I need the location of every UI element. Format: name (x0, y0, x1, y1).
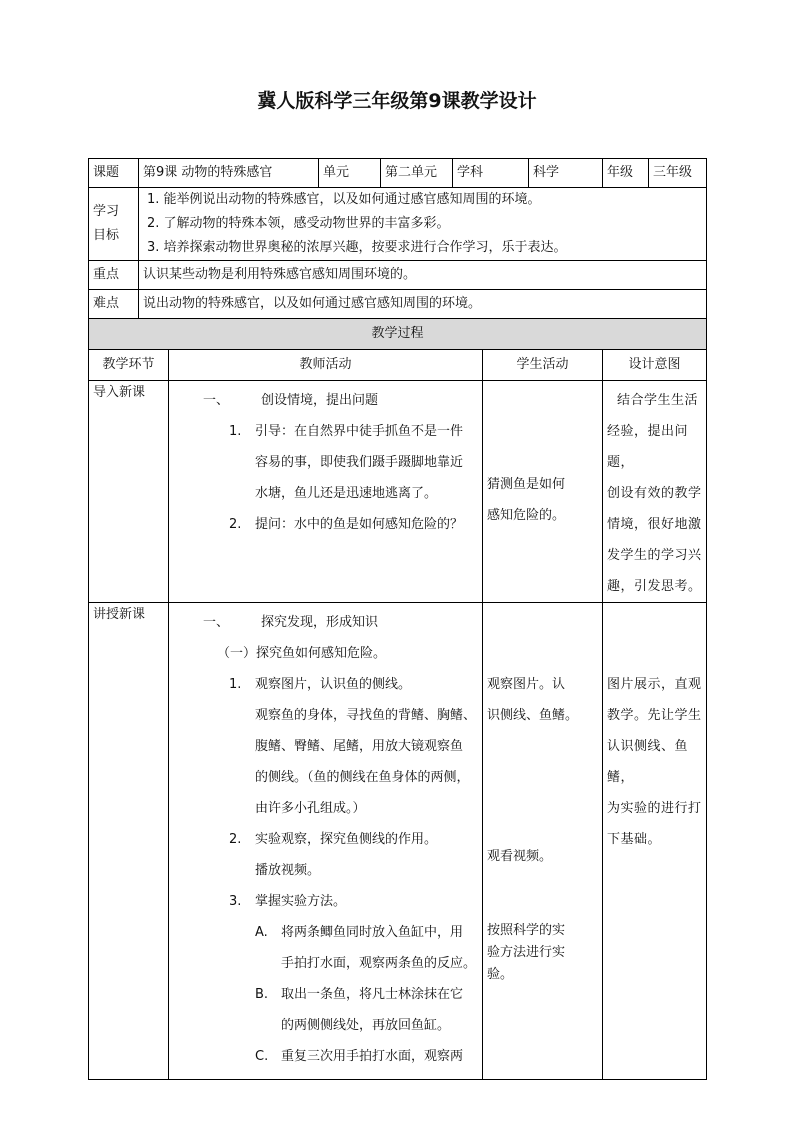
teaching-intent (603, 603, 707, 1080)
intro-item-1-line: 水塘，鱼儿还是迅速地逃离了。 (255, 486, 438, 501)
teaching-teacher-activity (169, 603, 483, 1080)
lesson-plan-table (88, 158, 706, 1080)
process-header-row (89, 350, 707, 381)
teaching-intent-line: 教学。先让学生 (607, 708, 702, 723)
teaching-step-a-line: 将两条鲫鱼同时放入鱼缸中，用 (281, 925, 464, 940)
teaching-step-b-num: B. (255, 987, 269, 1002)
teaching-item-3-line: 掌握实验方法。 (255, 894, 347, 909)
intro-student-activity (483, 381, 603, 603)
goal-item: 3. 培养探索动物世界奥秘的浓厚兴趣，按要求进行合作学习，乐于表达。 (147, 240, 567, 255)
teaching-sub-heading: （一）探究鱼如何感知危险。 (217, 646, 387, 661)
grade-value: 三年级 (649, 159, 707, 188)
teaching-intent-line: 为实验的进行打 (607, 801, 702, 816)
goals-label-line1: 学习 (93, 204, 120, 219)
grade-label: 年级 (603, 159, 649, 188)
teaching-step-c (173, 1041, 478, 1072)
intro-student-line: 感知危险的。 (487, 508, 566, 523)
teaching-step-a (173, 917, 478, 948)
teaching-student-line: 按照科学的实 (487, 923, 566, 938)
teaching-student-line: 观看视频。 (487, 849, 553, 864)
key-point-text: 认识某些动物是利用特殊感官感知周围环境的。 (139, 261, 707, 290)
teaching-step-b (173, 979, 478, 1010)
spacer (487, 607, 598, 669)
teaching-heading-text: 探究发现，形成知识 (261, 615, 379, 630)
teaching-item-1-line: 观察图片，认识鱼的侧线。 (255, 677, 412, 692)
goal-item: 2. 了解动物的特殊本领，感受动物世界的丰富多彩。 (147, 216, 450, 231)
teaching-student-line: 观察图片。认 (487, 677, 566, 692)
difficulty-text: 说出动物的特殊感官，以及如何通过感官感知周围的环境。 (139, 290, 707, 319)
process-title-row (89, 319, 707, 350)
teaching-item-2 (173, 824, 478, 855)
teaching-step-b-line: 的两侧侧线处，再放回鱼缸。 (281, 1018, 451, 1033)
intro-item-2 (173, 509, 478, 540)
teaching-intent-line: 下基础。 (607, 832, 662, 847)
teaching-item-1 (173, 669, 478, 700)
col-teacher-header: 教师活动 (169, 350, 483, 381)
teaching-step-a-num: A. (255, 925, 268, 940)
subject-label: 学科 (453, 159, 529, 188)
goals-label (89, 188, 139, 261)
teaching-step-a-line: 手拍打水面，观察两条鱼的反应。 (281, 956, 477, 971)
teaching-student-activity (483, 603, 603, 1080)
key-point-row (89, 261, 707, 290)
teaching-item-3-num: 3. (229, 894, 242, 909)
unit-value: 第二单元 (381, 159, 453, 188)
teaching-intent-line: 认识侧线、鱼鳍， (607, 739, 689, 785)
intro-intent-line: 创设有效的教学 (607, 486, 702, 501)
teaching-stage: 讲授新课 (89, 603, 169, 1080)
intro-intent-line: 结合学生生活 (617, 393, 699, 408)
intro-stage: 导入新课 (89, 381, 169, 603)
unit-label: 单元 (319, 159, 381, 188)
teaching-step-b-line: 取出一条鱼，将凡士林涂抹在它 (281, 987, 464, 1002)
topic-label: 课题 (89, 159, 139, 188)
difficulty-row (89, 290, 707, 319)
process-title: 教学过程 (89, 319, 707, 350)
intro-item-1 (173, 416, 478, 447)
teaching-step-c-num: C. (255, 1049, 269, 1064)
teaching-item-2-line: 实验观察，探究鱼侧线的作用。 (255, 832, 438, 847)
intro-student-line: 猜测鱼是如何 (487, 477, 566, 492)
intro-item-1-num: 1. (229, 424, 242, 439)
intro-section-row (89, 381, 707, 603)
teaching-item-1-line: 观察鱼的身体，寻找鱼的背鳍、胸鳍、 (255, 708, 477, 723)
document-title: 冀人版科学三年级第9课教学设计 (257, 90, 537, 112)
col-intent-header: 设计意图 (603, 350, 707, 381)
teaching-student-line: 验。 (487, 967, 514, 982)
teaching-item-1-line: 腹鳍、臀鳍、尾鳍，用放大镜观察鱼 (255, 739, 464, 754)
intro-item-2-num: 2. (229, 517, 242, 532)
intro-item-2-line: 提问：水中的鱼是如何感知危险的？ (255, 517, 464, 532)
teaching-item-2-line: 播放视频。 (255, 863, 321, 878)
goals-row (89, 188, 707, 261)
header-row (89, 159, 707, 188)
teaching-student-line: 验方法进行实 (487, 945, 566, 960)
spacer (487, 872, 598, 920)
teaching-heading-num: 一、 (203, 615, 230, 630)
subject-value: 科学 (529, 159, 603, 188)
col-student-header: 学生活动 (483, 350, 603, 381)
teaching-item-3 (173, 886, 478, 917)
spacer (487, 385, 598, 469)
col-stage-header: 教学环节 (89, 350, 169, 381)
key-point-label: 重点 (89, 261, 139, 290)
goal-item: 1. 能举例说出动物的特殊感官，以及如何通过感官感知周围的环境。 (147, 192, 541, 207)
teaching-item-2-num: 2. (229, 832, 242, 847)
intro-heading-text: 创设情境，提出问题 (261, 393, 379, 408)
intro-teacher-activity (169, 381, 483, 603)
teaching-heading (173, 607, 478, 638)
topic-value: 第9课 动物的特殊感官 (139, 159, 319, 188)
intro-item-1-line: 容易的事，即使我们蹑手蹑脚地靠近 (255, 455, 464, 470)
teaching-student-line: 识侧线、鱼鳍。 (487, 708, 579, 723)
teaching-item-1-line: 的侧线。（鱼的侧线在鱼身体的两侧， (255, 770, 470, 785)
difficulty-label: 难点 (89, 290, 139, 319)
intro-intent-line: 经验，提出问题， (607, 424, 689, 470)
intro-intent-line: 发学生的学习兴 (607, 548, 702, 563)
spacer (607, 607, 702, 669)
goals-label-line2: 目标 (93, 228, 120, 243)
teaching-item-1-line: 由许多小孔组成。） (255, 801, 366, 816)
teaching-intent-line: 图片展示，直观 (607, 677, 702, 692)
intro-intent (603, 381, 707, 603)
intro-heading (173, 385, 478, 416)
intro-intent-line: 情境，很好地激 (607, 517, 702, 532)
intro-intent-line: 趣，引发思考。 (607, 579, 702, 594)
teaching-item-1-num: 1. (229, 677, 242, 692)
intro-item-1-line: 引导：在自然界中徒手抓鱼不是一件 (255, 424, 464, 439)
teaching-section-row (89, 603, 707, 1080)
goals-content (139, 188, 707, 261)
intro-heading-num: 一、 (203, 393, 230, 408)
teaching-step-c-line: 重复三次用手拍打水面，观察两 (281, 1049, 464, 1064)
spacer (487, 731, 598, 841)
